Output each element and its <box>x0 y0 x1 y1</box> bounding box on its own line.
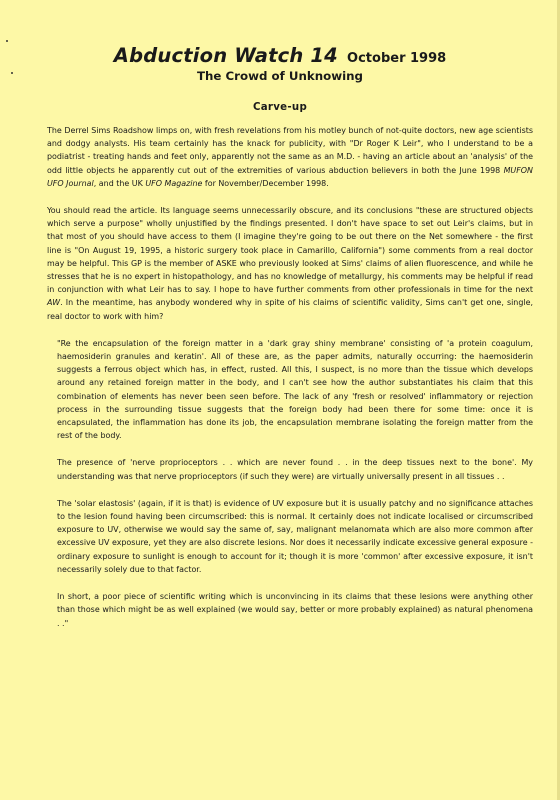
quote-paragraph: The presence of 'nerve proprioceptors . . which are never found . . in the deep tissues next to the bone'. My understanding was that nerve proprioceptors (if such they were) are virtually universally present in all tissues . . <box>57 458 533 481</box>
paragraph-commentary: You should read the article. Its language seems unnecessarily obscure, and its conclusions "these are structured objects which serve a purpose" wholly unjustified by the findings presented. I don't have space to set out Leir's claims, but in that most of you should have access to them (I imagine they're going to be out there on the Net somewhere - the first line is "On August 19, 1995, a historic surgery took place in Camarillo, California") some comments from a real doctor may be helpful. This GP is the member of ASKE who previously looked at Sims' claims of alien fluorescence, and while he stresses that he is no expert in histopathology, and has no knowledge of metallurgy, his comments may be helpful if read in conjunction with what Leir has to say. I hope to have further comments from other professionals in time for the next AW. In the meantime, has anybody wondered why in spite of his claims of scientific validity, Sims can't get one, single, real doctor to work with him? <box>47 206 533 321</box>
section-heading: Carve-up <box>252 102 308 113</box>
masthead <box>0 44 560 67</box>
newsletter-title: Abduction Watch 14 <box>113 44 338 67</box>
article-body <box>47 124 533 644</box>
paragraph-intro: The Derrel Sims Roadshow limps on, with fresh revelations from his motley bunch of not-quite doctors, new age scientists and dodgy analysts. His team certainly has the knack for publicity, with "Dr Roger K Leir", who I understand to be a podiatrist - treating hands and feet only, apparently not the same as an M.D. - having an article about an 'analysis' of the odd little objects he apparently cut out of the extremities of various abduction believers in both the June 1998 MUFON UFO Journal, and the UK UFO Magazine for November/December 1998. <box>47 126 533 188</box>
doctor-quote <box>57 337 533 630</box>
issue-subtitle: The Crowd of Unknowing <box>196 69 364 83</box>
quote-paragraph: The 'solar elastosis' (again, if it is that) is evidence of UV exposure but it is usually patchy and no significance attaches to the lesion found having been circumscribed: this is normal. It certainly does not indicate localised or circumscribed exposure to UV, otherwise we would say the same of, say, malignant melanomata which are also more common after excessive UV exposure, yet they are also discrete lesions. Nor does it necessarily indicate excessive general exposure - ordinary exposure to sunlight is enough to account for it; though it is more 'common' after excessive exposure, it isn't necessarily solely due to that factor. <box>57 498 533 574</box>
publication-name: UFO Magazine <box>145 178 203 188</box>
publication-abbrev: AW <box>47 298 61 308</box>
quote-paragraph: In short, a poor piece of scientific writing which is unconvincing in its claims that these lesions were anything other than those which might be as well explained (we would say, better or more probably explained) as natural phenomena . ." <box>57 592 533 628</box>
margin-mark <box>6 40 8 42</box>
publication-name: MUFON UFO Journal <box>47 165 533 188</box>
quote-paragraph: "Re the encapsulation of the foreign matter in a 'dark gray shiny membrane' consisting of 'a protein coagulum, haemosiderin granules and keratin'. All of these are, as the paper admits, naturally occurring: the haemosiderin suggests a ferrous object which has, in effect, rusted. All this, I suspect, is no more than the tissue which develops around any retained foreign matter in the body, and I can't see how the author substantiates his claim that this combination of elements has never been seen before. The lack of any 'fresh or resolved' inflammatory or rejection process in the surrounding tissue suggests that the foreign body had been there for some time: once it is encapsulated, the inflammation has done its job, the encapsulation membrane isolating the foreign matter from the rest of the body. <box>57 338 533 441</box>
issue-date: October 1998 <box>347 51 447 66</box>
